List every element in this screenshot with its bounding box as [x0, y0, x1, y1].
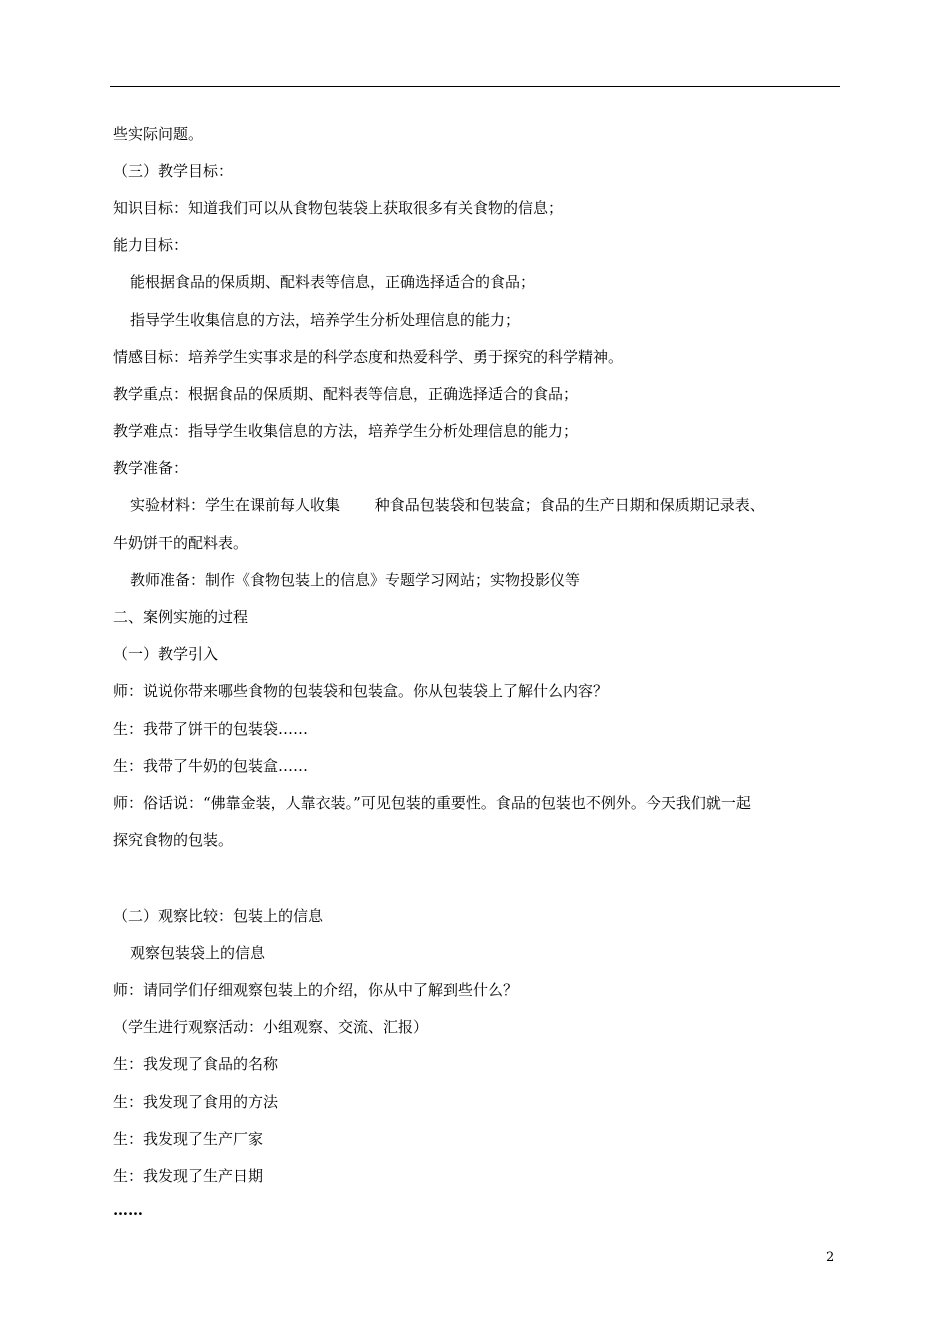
section-heading-process: 二、案例实施的过程 [113, 608, 249, 626]
text-line: 教学准备： [113, 459, 189, 477]
text-line: 观察包装袋上的信息 [130, 944, 266, 962]
text-line: 师：俗话说：“佛靠金装，人靠衣装。”可见包装的重要性。食品的包装也不例外。今天我们就一起 [113, 794, 751, 812]
section-heading-observe: （二）观察比较：包装上的信息 [113, 907, 324, 925]
text-line: 师：说说你带来哪些食物的包装袋和包装盒。你从包装袋上了解什么内容？ [113, 682, 609, 700]
text-line: 情感目标：培养学生实事求是的科学态度和热爱科学、勇于探究的科学精神。 [113, 348, 624, 366]
text-line: 教学难点：指导学生收集信息的方法，培养学生分析处理信息的能力； [113, 422, 579, 440]
text-line: 牛奶饼干的配料表。 [113, 534, 249, 552]
text-line: 实验材料：学生在课前每人收集 种食品包装袋和包装盒；食品的生产日期和保质期记录表、 [130, 496, 765, 514]
page-number: 2 [826, 1250, 835, 1265]
text-line: 些实际问题。 [113, 125, 204, 143]
text-line: 能力目标： [113, 236, 189, 254]
text-line: 教师准备：制作《食物包装上的信息》专题学习网站；实物投影仪等 [130, 571, 581, 589]
text-line: 教学重点：根据食品的保质期、配料表等信息，正确选择适合的食品； [113, 385, 579, 403]
text-line: 生：我带了牛奶的包装盒…… [113, 757, 309, 775]
text-line: 指导学生收集信息的方法，培养学生分析处理信息的能力； [130, 311, 521, 329]
text-line: （学生进行观察活动：小组观察、交流、汇报） [113, 1018, 429, 1036]
text-line: 生：我带了饼干的包装袋…… [113, 720, 309, 738]
section-heading-objectives: （三）教学目标： [113, 162, 234, 180]
ellipsis-line: …… [113, 1201, 143, 1219]
text-line: 师：请同学们仔细观察包装上的介绍，你从中了解到些什么？ [113, 981, 519, 999]
text-line: 生：我发现了生产日期 [113, 1167, 264, 1185]
text-line: 探究食物的包装。 [113, 831, 234, 849]
text-line: 知识目标：知道我们可以从食物包装袋上获取很多有关食物的信息； [113, 199, 564, 217]
text-line: 生：我发现了食用的方法 [113, 1093, 279, 1111]
text-line: 生：我发现了生产厂家 [113, 1130, 264, 1148]
text-line: 生：我发现了食品的名称 [113, 1055, 279, 1073]
text-line: 能根据食品的保质期、配料表等信息，正确选择适合的食品； [130, 273, 536, 291]
header-rule [110, 86, 840, 87]
section-heading-intro: （一）教学引入 [113, 645, 219, 663]
